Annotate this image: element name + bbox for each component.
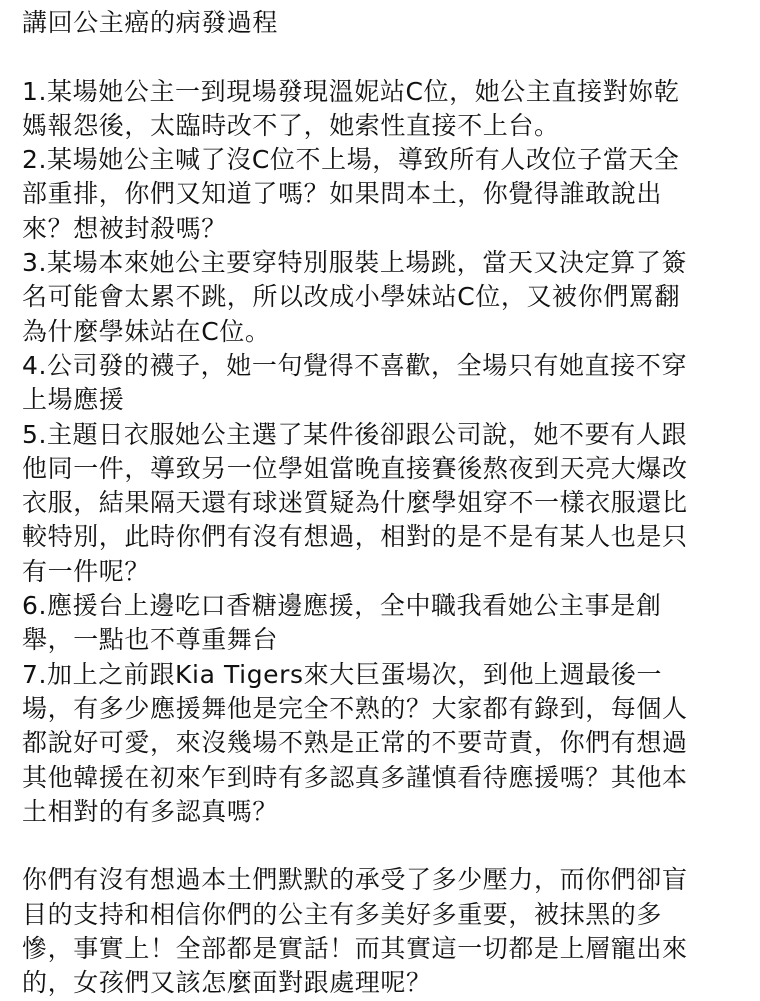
list-item-2: [22, 143, 750, 246]
list-item-line: 他同一件，導致另一位學姐當晚直接賽後熬夜到天亮大爆改: [22, 453, 688, 483]
list-item-line: 4.公司發的襪子，她一句覺得不喜歡，全場只有她直接不穿: [22, 350, 688, 380]
list-item-line: 來？想被封殺嗎？: [22, 213, 227, 243]
list-item-6: [22, 589, 750, 658]
closing-line: 的，女孩們又該怎麼面對跟處理呢？: [22, 968, 432, 998]
list-item-4: [22, 349, 750, 418]
list-item-line: 都說好可愛，來沒幾場不熟是正常的不要苛責，你們有想過: [22, 728, 688, 758]
post-body: [22, 6, 750, 1001]
list-item-3: [22, 246, 750, 349]
list-item-line: 2.某場她公主喊了沒C位不上場，導致所有人改位子當天全: [22, 145, 680, 175]
paragraph-spacer: [22, 40, 750, 74]
list-item-line: 土相對的有多認真嗎？: [22, 796, 279, 826]
list-item-line: 5.主題日衣服她公主選了某件後卻跟公司說，她不要有人跟: [22, 419, 688, 449]
list-item-line: 場，有多少應援舞他是完全不熟的？大家都有錄到，每個人: [22, 693, 688, 723]
closing-line: 目的支持和相信你們的公主有多美好多重要，被抹黑的多: [22, 899, 663, 929]
list-item-line: 1.某場她公主一到現場發現溫妮站C位，她公主直接對妳乾: [22, 76, 680, 106]
list-item-line: 為什麼學妹站在C位。: [22, 316, 271, 346]
closing-line: 慘，事實上！全部都是實話！而其實這一切都是上層寵出來: [22, 934, 688, 964]
list-item-5: [22, 418, 750, 589]
paragraph-spacer: [22, 829, 750, 863]
list-item-7: [22, 658, 750, 829]
list-item-line: 其他韓援在初來乍到時有多認真多謹慎看待應援嗎？其他本: [22, 762, 688, 792]
list-item-line: 3.某場本來她公主要穿特別服裝上場跳，當天又決定算了簽: [22, 248, 688, 278]
list-item-line: 較特別，此時你們有沒有想過，相對的是不是有某人也是只: [22, 522, 688, 552]
list-item-line: 7.加上之前跟Kia Tigers來大巨蛋場次，到他上週最後一: [22, 659, 663, 689]
list-item-1: [22, 75, 750, 144]
post-title: 講回公主癌的病發過程: [22, 8, 279, 37]
closing-paragraph: [22, 863, 750, 1000]
list-item-line: 上場應援: [22, 385, 125, 415]
list-item-line: 名可能會太累不跳，所以改成小學妹站C位，又被你們罵翻: [22, 282, 681, 312]
closing-line: 你們有沒有想過本土們默默的承受了多少壓力，而你們卻盲: [22, 865, 688, 895]
list-item-line: 媽報怨後，太臨時改不了，她索性直接不上台。: [22, 110, 560, 140]
list-item-line: 有一件呢？: [22, 556, 151, 586]
list-item-line: 衣服，結果隔天還有球迷質疑為什麼學姐穿不一樣衣服還比: [22, 488, 688, 518]
list-item-line: 6.應援台上邊吃口香糖邊應援，全中職我看她公主事是創: [22, 591, 662, 621]
list-item-line: 舉，一點也不尊重舞台: [22, 625, 279, 655]
list-item-line: 部重排，你們又知道了嗎？如果問本土，你覺得誰敢說出: [22, 179, 663, 209]
